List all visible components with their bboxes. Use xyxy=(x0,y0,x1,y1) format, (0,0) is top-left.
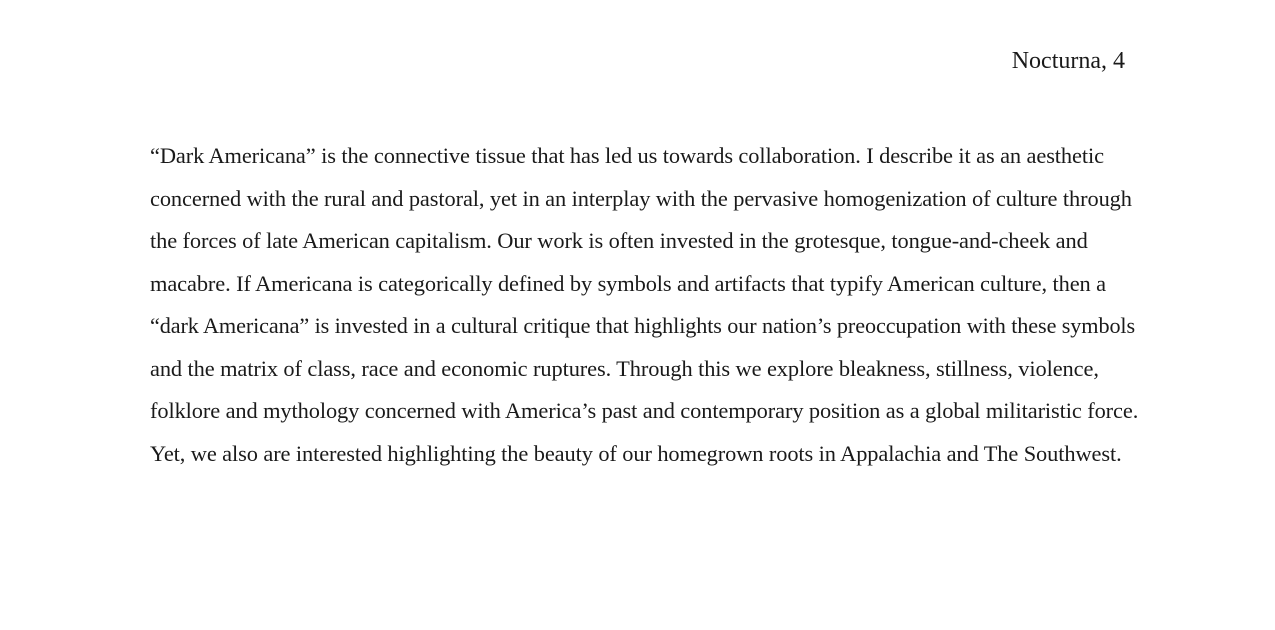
paragraph-line: “Dark Americana” is the connective tissue that has led us towards collaboration. I describe it as an aesthetic xyxy=(150,143,1104,168)
paragraph-line: and the matrix of class, race and economic ruptures. Through this we explore bleakness, stillness, violence, xyxy=(150,355,1099,381)
paragraph-line: folklore and mythology concerned with America’s past and contemporary position as a global militaristic force. xyxy=(150,398,1139,423)
body-paragraph xyxy=(150,135,1140,475)
paragraph-line: concerned with the rural and pastoral, yet in an interplay with the pervasive homogenization of culture through xyxy=(150,185,1132,211)
page-header: Nocturna, 4 xyxy=(1011,48,1125,74)
paragraph-line: Yet, we also are interested highlighting the beauty of our homegrown roots in Appalachia and The Southwest. xyxy=(150,440,1122,466)
paragraph-line: the forces of late American capitalism. Our work is often invested in the grotesque, tongue-and-cheek and xyxy=(150,228,1088,253)
paragraph-line: “dark Americana” is invested in a cultural critique that highlights our nation’s preoccupation with these symbols xyxy=(150,313,1136,338)
paragraph-line: macabre. If Americana is categorically defined by symbols and artifacts that typify American culture, then a xyxy=(150,270,1106,296)
